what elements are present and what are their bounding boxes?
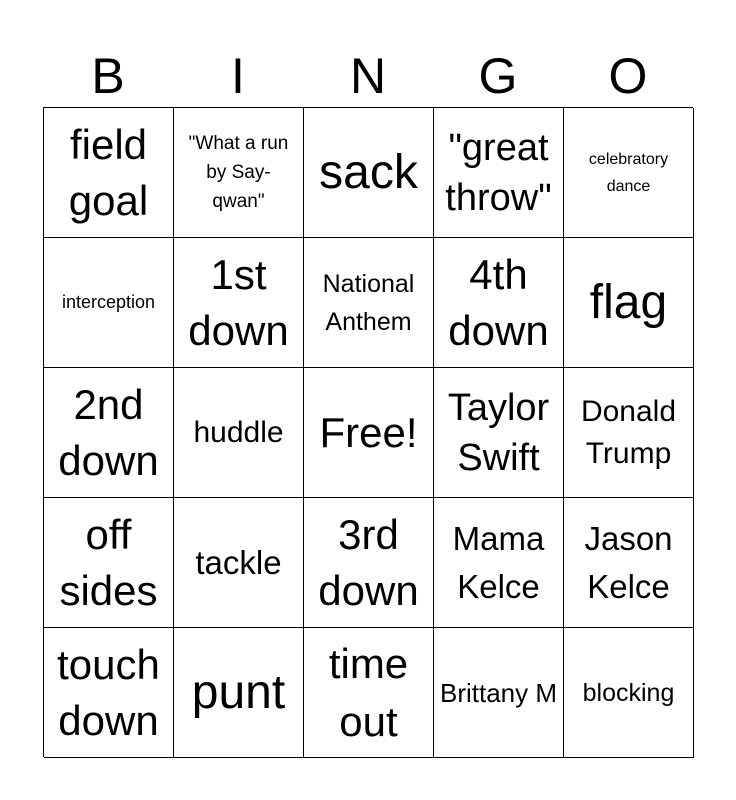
cell-label: touch down — [57, 640, 160, 744]
cell-label: sack — [319, 145, 418, 199]
cell-label: National Anthem — [322, 269, 415, 336]
cell-label: 1st down — [188, 250, 289, 354]
bingo-cell[interactable] — [44, 108, 174, 238]
bingo-cell[interactable] — [564, 628, 694, 758]
bingo-cell[interactable] — [564, 108, 694, 238]
cell-label: Brittany M — [439, 677, 558, 708]
cell-label: 3rd down — [318, 510, 419, 614]
bingo-cell[interactable] — [304, 498, 434, 628]
bingo-cell[interactable] — [304, 628, 434, 758]
cell-label: Donald Trump — [580, 394, 677, 470]
bingo-cell[interactable] — [304, 108, 434, 238]
bingo-cell[interactable] — [434, 108, 564, 238]
bingo-cell[interactable] — [564, 498, 694, 628]
cell-label: huddle — [193, 415, 284, 449]
header-letter-i: I — [231, 48, 245, 104]
bingo-cell[interactable] — [434, 238, 564, 368]
bingo-cell[interactable] — [44, 238, 174, 368]
cell-label: interception — [61, 292, 156, 312]
cell-label: flag — [589, 275, 668, 329]
bingo-cell[interactable] — [434, 628, 564, 758]
cell-label: "What a run by Say-qwan" — [188, 133, 289, 212]
bingo-cell[interactable] — [174, 238, 304, 368]
bingo-cell[interactable] — [174, 108, 304, 238]
header-letter-o: O — [608, 48, 648, 104]
cell-label: off sides — [59, 510, 158, 614]
cell-label: celebratory dance — [588, 150, 669, 195]
bingo-cell[interactable] — [44, 368, 174, 498]
cell-label: 4th down — [448, 250, 549, 354]
bingo-cell[interactable] — [44, 628, 174, 758]
bingo-cell[interactable] — [304, 238, 434, 368]
cell-label: time out — [328, 639, 409, 745]
bingo-cell[interactable] — [434, 498, 564, 628]
free-space[interactable] — [304, 368, 434, 498]
cell-label: field goal — [68, 120, 149, 224]
header-letter-n: N — [349, 48, 387, 104]
cell-label: 2nd down — [58, 380, 159, 484]
bingo-cell[interactable] — [564, 368, 694, 498]
bingo-header — [43, 44, 693, 108]
bingo-cell[interactable] — [174, 368, 304, 498]
header-letter-g: G — [478, 48, 518, 104]
bingo-board — [43, 107, 693, 757]
cell-label: punt — [191, 665, 286, 719]
cell-label: blocking — [582, 678, 675, 707]
bingo-cell[interactable] — [174, 498, 304, 628]
bingo-cell[interactable] — [44, 498, 174, 628]
bingo-cell[interactable] — [174, 628, 304, 758]
header-letter-b: B — [91, 48, 125, 104]
bingo-cell[interactable] — [434, 368, 564, 498]
free-space-label: Free! — [319, 408, 418, 456]
cell-label: Mama Kelce — [452, 519, 545, 605]
cell-label: tackle — [195, 543, 282, 581]
cell-label: Taylor Swift — [447, 386, 550, 479]
bingo-cell[interactable] — [564, 238, 694, 368]
cell-label: "great throw" — [445, 126, 552, 219]
cell-label: Jason Kelce — [584, 519, 673, 605]
